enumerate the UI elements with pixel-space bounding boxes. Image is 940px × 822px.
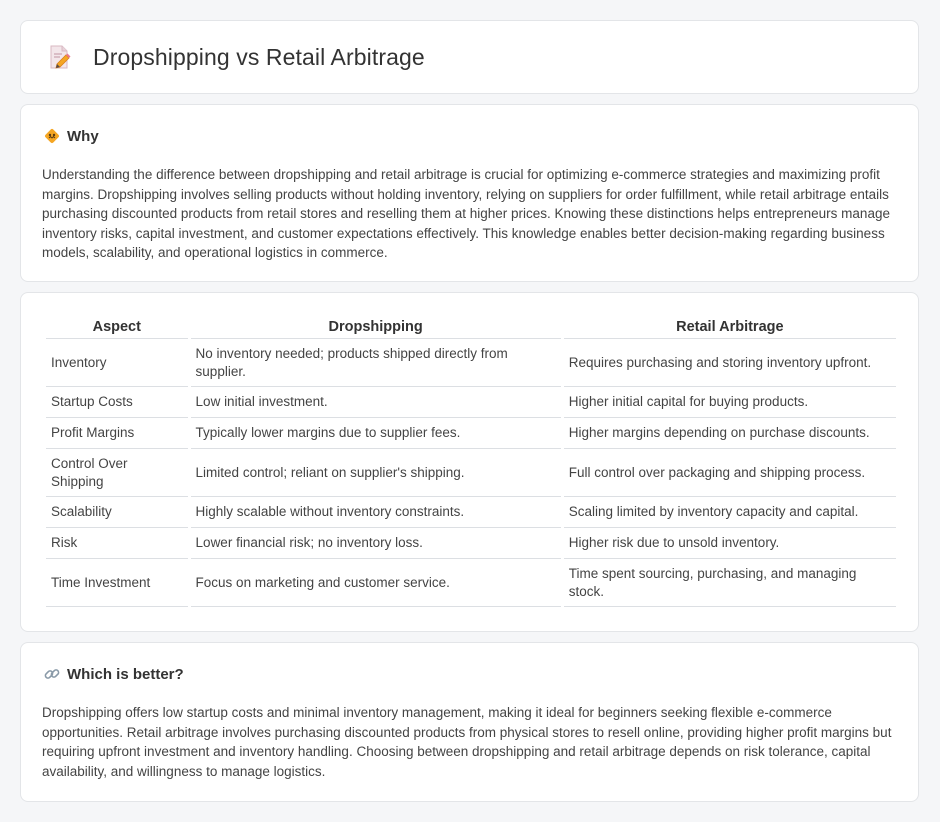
retail-arbitrage-cell: Higher initial capital for buying products. [564, 387, 896, 418]
table-row [46, 418, 896, 449]
which-is-better-header [43, 665, 184, 683]
table-header-row [46, 315, 896, 339]
why-heading: Why [67, 127, 99, 145]
table-row [46, 387, 896, 418]
retail-arbitrage-cell: Scaling limited by inventory capacity and capital. [564, 497, 896, 528]
dropshipping-cell: Highly scalable without inventory constraints. [191, 497, 561, 528]
link-icon [43, 665, 61, 683]
why-card [20, 104, 919, 282]
table-row [46, 528, 896, 559]
column-header-retail-arbitrage: Retail Arbitrage [564, 315, 896, 339]
retail-arbitrage-cell: Time spent sourcing, purchasing, and managing stock. [564, 559, 896, 607]
aspect-cell: Scalability [46, 497, 188, 528]
why-header [43, 127, 99, 145]
title-card [20, 20, 919, 94]
aspect-cell: Inventory [46, 339, 188, 387]
which-is-better-body: Dropshipping offers low startup costs and minimal inventory management, making it ideal for beginners seeking flexible e-commerce opportunities. Retail arbitrage involves purchasing discounted products from physical stores to resell online, providing higher profit margins but requiring upfront investment and inventory handling. Choosing between dropshipping and retail arbitrage depends on risk tolerance, capital availability, and willingness to manage logistics. [42, 705, 892, 779]
column-header-aspect: Aspect [46, 315, 188, 339]
dropshipping-cell: Typically lower margins due to supplier fees. [191, 418, 561, 449]
page-title: Dropshipping vs Retail Arbitrage [93, 43, 425, 70]
dropshipping-cell: Limited control; reliant on supplier's shipping. [191, 449, 561, 497]
aspect-cell: Control Over Shipping [46, 449, 188, 497]
diamond-sign-icon [43, 127, 61, 145]
aspect-cell: Time Investment [46, 559, 188, 607]
which-is-better-card [20, 642, 919, 802]
retail-arbitrage-cell: Higher margins depending on purchase discounts. [564, 418, 896, 449]
column-header-dropshipping: Dropshipping [191, 315, 561, 339]
table-row [46, 449, 896, 497]
why-body: Understanding the difference between dropshipping and retail arbitrage is crucial for optimizing e-commerce strategies and maximizing profit margins. Dropshipping involves selling products without holding inventory, relying on suppliers for order fulfillment, while retail arbitrage entails purchasing discounted products from retail stores and reselling them at higher prices. Knowing these distinctions helps entrepreneurs manage inventory risks, capital investment, and customer expectations effectively. This knowledge enables better decision-making regarding business models, scalability, and operational logistics in commerce. [42, 167, 890, 261]
aspect-cell: Risk [46, 528, 188, 559]
document-pencil-icon [45, 43, 73, 71]
retail-arbitrage-cell: Requires purchasing and storing inventory upfront. [564, 339, 896, 387]
retail-arbitrage-cell: Higher risk due to unsold inventory. [564, 528, 896, 559]
retail-arbitrage-cell: Full control over packaging and shipping process. [564, 449, 896, 497]
comparison-card [20, 292, 919, 632]
table-row [46, 497, 896, 528]
dropshipping-cell: Focus on marketing and customer service. [191, 559, 561, 607]
comparison-table [43, 315, 899, 607]
dropshipping-cell: Lower financial risk; no inventory loss. [191, 528, 561, 559]
dropshipping-cell: Low initial investment. [191, 387, 561, 418]
title-row [45, 43, 425, 71]
table-row [46, 559, 896, 607]
which-is-better-heading: Which is better? [67, 665, 184, 683]
aspect-cell: Startup Costs [46, 387, 188, 418]
aspect-cell: Profit Margins [46, 418, 188, 449]
table-row [46, 339, 896, 387]
dropshipping-cell: No inventory needed; products shipped directly from supplier. [191, 339, 561, 387]
